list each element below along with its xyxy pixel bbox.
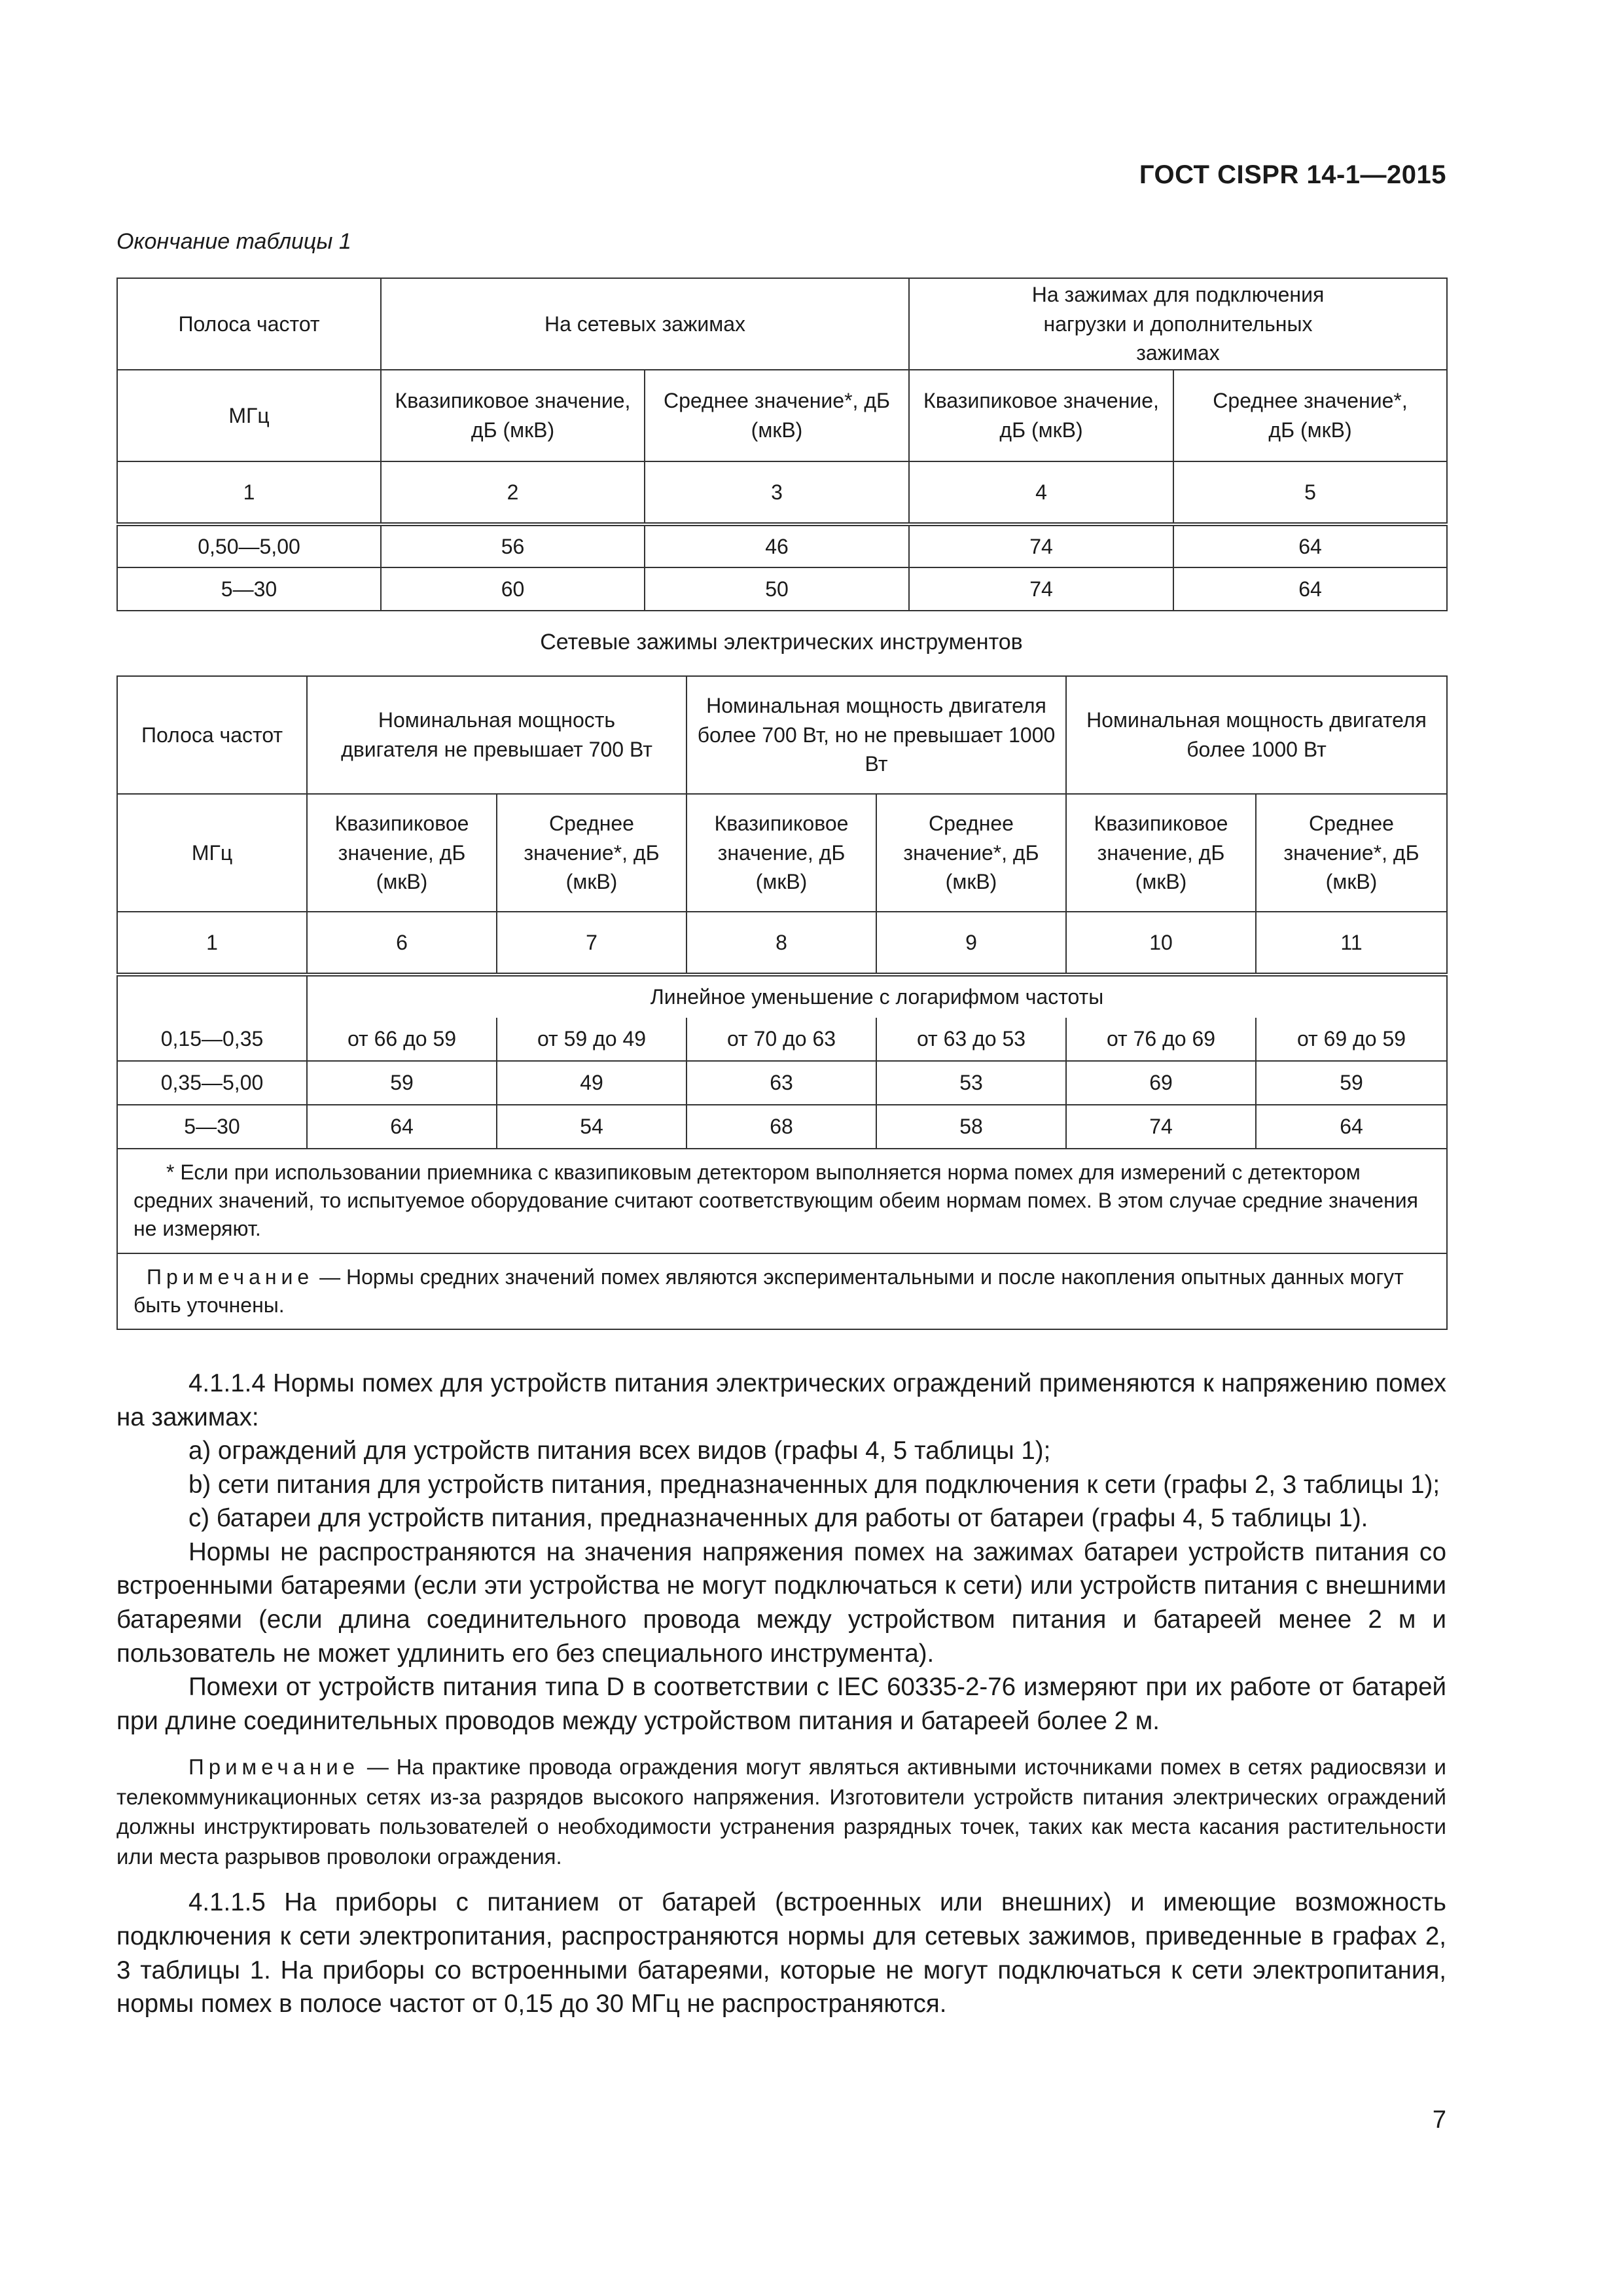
table-cell: 0,15—0,35 bbox=[117, 1018, 307, 1061]
table1-col-num: 5 bbox=[1173, 461, 1447, 524]
table-cell: 60 bbox=[381, 567, 645, 611]
table-cell: от 76 до 69 bbox=[1066, 1018, 1256, 1061]
table-cell: от 63 до 53 bbox=[876, 1018, 1066, 1061]
table-row bbox=[117, 1061, 1447, 1105]
paragraph-4-1-1-4: 4.1.1.4 Нормы помех для устройств питания электрических ограждений применяются к напряжению помех на зажимах: bbox=[116, 1369, 1446, 1431]
table-cell: 54 bbox=[497, 1105, 687, 1149]
table1-header-quasi: Квазипиковое значение, дБ (мкВ) bbox=[381, 370, 645, 461]
table1-header-mhz: МГц bbox=[117, 370, 381, 461]
table-cell: 5—30 bbox=[117, 567, 381, 611]
table1-header-load: На зажимах для подключения нагрузки и дополнительных зажимах bbox=[909, 278, 1447, 370]
table1-col-num: 1 bbox=[117, 461, 381, 524]
table1-col-num: 4 bbox=[909, 461, 1173, 524]
table-cell: 64 bbox=[1173, 567, 1447, 611]
table-cell: от 69 до 59 bbox=[1256, 1018, 1447, 1061]
table-row bbox=[117, 524, 1447, 567]
table1-header-mains: На сетевых зажимах bbox=[381, 278, 909, 370]
note-text: — Нормы средних значений помех являются экспериментальными и после накопления опытных данных могут быть уточнены. bbox=[134, 1265, 1404, 1317]
table-row bbox=[117, 567, 1447, 611]
list-item-b: b) сети питания для устройств питания, предназначенных для подключения к сети (графы 2, 3 таблицы 1); bbox=[188, 1470, 1440, 1499]
table-cell: 68 bbox=[687, 1105, 876, 1149]
table2-footnote: * Если при использовании приемника с квазипиковым детектором выполняется норма помех для измерений с детектором средних значений, то испытуемое оборудование считают соответствующим обеим нормам помех. В этом случае средние значения не измеряют. bbox=[117, 1149, 1447, 1253]
table1-header-avg: Среднее значение*, дБ (мкВ) bbox=[1173, 370, 1447, 461]
table1-caption: Окончание таблицы 1 bbox=[116, 229, 351, 254]
table-cell: 74 bbox=[909, 524, 1173, 567]
table2-header-quasi: Квазипиковое значение, дБ (мкВ) bbox=[307, 794, 497, 912]
table2-col-num: 7 bbox=[497, 912, 687, 975]
table2-linear-note: Линейное уменьшение с логарифмом частоты bbox=[307, 975, 1447, 1018]
table-cell: 46 bbox=[645, 524, 909, 567]
table2-col-num: 8 bbox=[687, 912, 876, 975]
table2-col-num: 1 bbox=[117, 912, 307, 975]
table2-header-avg: Среднее значение*, дБ (мкВ) bbox=[876, 794, 1066, 912]
table2-header-band: Полоса частот bbox=[117, 676, 307, 794]
table-cell: 50 bbox=[645, 567, 909, 611]
table-cell: 49 bbox=[497, 1061, 687, 1105]
table2-header-power3: Номинальная мощность двигателя более 1000 Вт bbox=[1066, 676, 1447, 794]
table1-col-num: 3 bbox=[645, 461, 909, 524]
table2-header-avg: Среднее значение*, дБ (мкВ) bbox=[497, 794, 687, 912]
body-note bbox=[116, 1752, 1446, 1871]
table2-note bbox=[117, 1253, 1447, 1329]
table-cell: 74 bbox=[1066, 1105, 1256, 1149]
table-cell: 0,50—5,00 bbox=[117, 524, 381, 567]
table1-col-num: 2 bbox=[381, 461, 645, 524]
table-cell: 58 bbox=[876, 1105, 1066, 1149]
table-cell: 74 bbox=[909, 567, 1173, 611]
table2-col-num: 11 bbox=[1256, 912, 1447, 975]
paragraph-type-d: Помехи от устройств питания типа D в соответствии с IEC 60335-2-76 измеряют при их работе от батарей при длине соединительных проводов между устройством питания и батареей более 2 м. bbox=[116, 1673, 1446, 1735]
table-cell: 5—30 bbox=[117, 1105, 307, 1149]
paragraph-scope: Нормы не распространяются на значения напряжения помех на зажимах батареи устройств питания со встроенными батареями (если эти устройства не могут подключаться к сети) или устройств питания с внешними батареями (если длина соединительного провода между устройством питания и батареей менее 2 м и пользователь не может удлинить его без специального инструмента). bbox=[116, 1537, 1446, 1668]
table-cell: от 59 до 49 bbox=[497, 1018, 687, 1061]
table-cell: 69 bbox=[1066, 1061, 1256, 1105]
note-label: Примечание bbox=[147, 1265, 314, 1289]
table2 bbox=[116, 675, 1448, 1330]
table-cell: 64 bbox=[1173, 524, 1447, 567]
table-row bbox=[117, 1018, 1447, 1061]
list-item-a: а) ограждений для устройств питания всех видов (графы 4, 5 таблицы 1); bbox=[188, 1437, 1051, 1465]
table2-header-mhz: МГц bbox=[117, 794, 307, 912]
document-header: ГОСТ CISPR 14-1—2015 bbox=[1139, 160, 1446, 189]
table1 bbox=[116, 278, 1448, 611]
table-cell: 64 bbox=[1256, 1105, 1447, 1149]
table-cell: 63 bbox=[687, 1061, 876, 1105]
note-text: — На практике провода ограждения могут являться активными источниками помех в сетях радиосвязи и телекоммуникационных сетях из-за разрядов высокого напряжения. Изготовители устройств питания электрических ограждений должны инструктировать пользователей о необходимости устранения разрядных точек, таких как места касания растительности или места разрывов проволоки ограждения. bbox=[116, 1755, 1446, 1869]
body-section bbox=[116, 1367, 1446, 2021]
table2-header-avg: Среднее значение*, дБ (мкВ) bbox=[1256, 794, 1447, 912]
table-cell: 59 bbox=[1256, 1061, 1447, 1105]
paragraph-4-1-1-5: 4.1.1.5 На приборы с питанием от батарей (встроенных или внешних) и имеющие возможность подключения к сети электропитания, распространяются нормы для сетевых зажимов, приведенные в графах 2, 3 таблицы 1. На приборы со встроенными батареями, которые не могут подключаться к сети электропитания, нормы помех в полосе частот от 0,15 до 30 МГц не распространяются. bbox=[116, 1888, 1446, 2018]
table1-header-band: Полоса частот bbox=[117, 278, 381, 370]
list-item-c: с) батареи для устройств питания, предназначенных для работы от батареи (графы 4, 5 таблицы 1). bbox=[188, 1504, 1368, 1533]
table-row bbox=[117, 1105, 1447, 1149]
table1-header-quasi: Квазипиковое значение, дБ (мкВ) bbox=[909, 370, 1173, 461]
table2-header-quasi: Квазипиковое значение, дБ (мкВ) bbox=[687, 794, 876, 912]
page-number: 7 bbox=[1432, 2106, 1446, 2134]
table-cell: 0,35—5,00 bbox=[117, 1061, 307, 1105]
table2-col-num: 6 bbox=[307, 912, 497, 975]
table-cell: 56 bbox=[381, 524, 645, 567]
table-cell: 53 bbox=[876, 1061, 1066, 1105]
table-cell: от 66 до 59 bbox=[307, 1018, 497, 1061]
table-cell bbox=[117, 975, 307, 1018]
note-label: Примечание bbox=[188, 1755, 360, 1780]
table-cell: 64 bbox=[307, 1105, 497, 1149]
table-cell: от 70 до 63 bbox=[687, 1018, 876, 1061]
table2-header-quasi: Квазипиковое значение, дБ (мкВ) bbox=[1066, 794, 1256, 912]
table2-header-power2: Номинальная мощность двигателя более 700 Вт, но не превышает 1000 Вт bbox=[687, 676, 1066, 794]
table1-header-avg: Среднее значение*, дБ (мкВ) bbox=[645, 370, 909, 461]
table2-col-num: 9 bbox=[876, 912, 1066, 975]
table2-col-num: 10 bbox=[1066, 912, 1256, 975]
table2-header-power1: Номинальная мощность двигателя не превышает 700 Вт bbox=[307, 676, 687, 794]
table-cell: 59 bbox=[307, 1061, 497, 1105]
table2-caption: Сетевые зажимы электрических инструментов bbox=[540, 630, 1023, 655]
